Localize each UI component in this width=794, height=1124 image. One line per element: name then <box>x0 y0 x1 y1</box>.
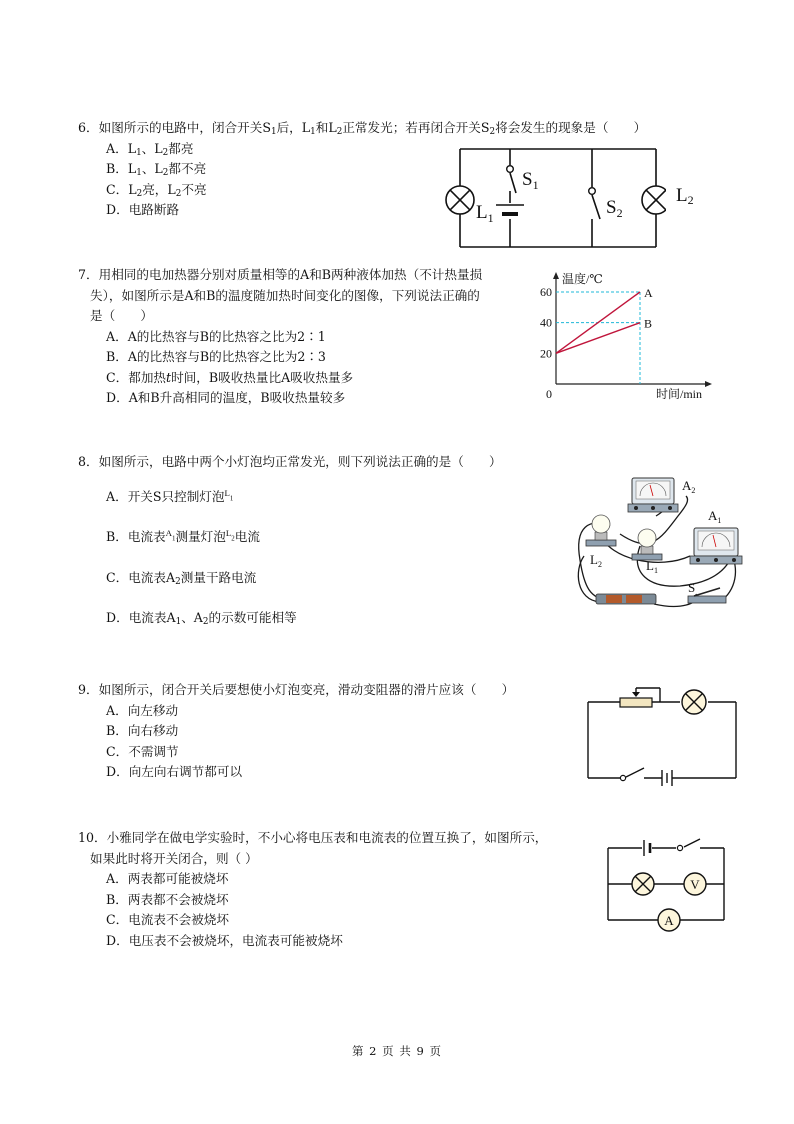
y-axis-arrow-icon <box>553 272 559 279</box>
q8-option-b: B．电流表$^A_1$测量灯泡$^L_2$电流 <box>106 527 260 544</box>
label-a2: $A_2$ <box>682 478 696 495</box>
sub-2: 2 <box>489 127 496 138</box>
q9-circuit-diagram <box>582 682 742 790</box>
lamp-icon <box>682 690 706 714</box>
q8-physical-circuit-illustration <box>570 470 744 616</box>
question-10-stem-line1: 10．小雅同学在做电学实验时，不小心将电压表和电流表的位置互换了，如图所示， <box>78 830 548 845</box>
q6-stem-part: 和L <box>315 120 337 135</box>
lamp-icon <box>632 873 654 895</box>
sub-1: 1 <box>270 127 277 138</box>
series-line-B <box>556 323 640 354</box>
ammeter-icon <box>658 909 680 931</box>
q6-circuit-diagram <box>444 143 666 251</box>
q9-option-b: B．向右移动 <box>106 723 179 738</box>
q6-option-a: A．$L_1$、$L_2$都亮 <box>106 140 194 158</box>
page-footer: 第 2 页 共 9 页 <box>352 1044 442 1058</box>
ammeter-label: A <box>664 913 674 928</box>
q7-option-c: C．都加热t时间，B吸收热量比A吸收热量多 <box>106 369 354 385</box>
question-10 <box>78 828 608 951</box>
q6-option-d: D．电路断路 <box>106 202 180 217</box>
question-9 <box>78 680 578 783</box>
s2-contact <box>589 188 596 195</box>
question-6-stem <box>78 118 718 139</box>
voltmeter-label: V <box>690 877 700 892</box>
y-tick-label: 60 <box>540 285 552 299</box>
s1-contact <box>507 166 514 173</box>
label-l1: $L_1$ <box>476 202 494 225</box>
q6-stem-part: 6．如图所示的电路中，闭合开关S <box>78 120 271 135</box>
q10-option-c: C．电流表不会被烧坏 <box>106 912 229 927</box>
rheostat-icon[interactable] <box>620 698 652 707</box>
question-7-stem-line1: 7．用相同的电加热器分别对质量相等的A和B两种液体加热（不计热量损 <box>78 267 483 282</box>
battery-pack-icon <box>596 594 656 604</box>
q9-option-a: A．向左移动 <box>106 702 179 718</box>
q7-option-a: A．A的比热容与B的比热容之比为2∶1 <box>106 328 326 344</box>
x-axis-arrow-icon <box>705 381 712 387</box>
sub-1: 1 <box>310 127 316 138</box>
x-axis-label: 时间/min <box>656 387 703 400</box>
q6-stem-part: 将会发生的现象是（ ） <box>495 120 647 135</box>
lamp-l2-icon <box>642 186 666 214</box>
q8-option-c: C．电流表$A_2$测量干路电流 <box>106 569 257 587</box>
ammeter-a1 <box>690 528 742 564</box>
q7-temperature-chart <box>532 266 722 400</box>
label-s1: $S_1$ <box>522 169 539 192</box>
bulb-l2-icon <box>586 515 616 546</box>
switch-contact <box>677 845 682 850</box>
question-7 <box>78 265 538 409</box>
y-axis-label: 温度/℃ <box>562 272 603 286</box>
bulb-l1-icon <box>632 529 662 560</box>
label-s: S <box>688 580 696 595</box>
q6-option-c: C．$L_2$亮，$L_2$不亮 <box>106 181 207 199</box>
label-l1: $L_1$ <box>646 558 658 575</box>
question-8-stem: 8．如图所示，电路中两个小灯泡均正常发光，则下列说法正确的是（ ） <box>78 454 502 469</box>
ammeter-a2 <box>628 478 678 512</box>
slider-arrow-icon <box>632 692 640 697</box>
y-tick-label: 20 <box>540 346 552 361</box>
y-tick-label: 0 <box>546 387 552 400</box>
question-7-stem-line2: 失），如图所示是A和B的温度随加热时间变化的图像，下列说法正确的 <box>90 287 480 303</box>
q8-option-a: A．开关S只控制灯泡$^L_1$ <box>106 487 234 504</box>
question-8 <box>78 452 558 629</box>
series-label-B: B <box>644 316 653 331</box>
label-l2: $L_2$ <box>676 185 694 207</box>
q7-option-b: B．A的比热容与B的比热容之比为2∶3 <box>106 349 326 364</box>
question-9-stem: 9．如图所示，闭合开关后要想使小灯泡变亮，滑动变阻器的滑片应该（ ） <box>78 682 515 697</box>
q9-option-c: C．不需调节 <box>106 743 179 759</box>
lamp-l1-icon <box>446 186 474 214</box>
switch-contact <box>620 775 625 780</box>
q10-option-d: D．电压表不会被烧坏，电流表可能被烧坏 <box>106 932 343 948</box>
q10-option-b: B．两表都不会被烧坏 <box>106 891 229 907</box>
q6-option-b: B．$L_1$、$L_2$都不亮 <box>106 161 207 179</box>
q6-stem-part: 正常发光；若再闭合开关S <box>342 120 490 135</box>
series-label-A: A <box>644 286 653 300</box>
q6-stem-part: 后，L <box>276 120 311 135</box>
sub-2: 2 <box>336 127 343 138</box>
question-7-stem-line3: 是（ ） <box>90 308 153 323</box>
voltmeter-icon <box>684 873 706 895</box>
y-tick-label: 40 <box>540 315 552 330</box>
q9-option-d: D．向左向右调节都可以 <box>106 764 243 779</box>
question-10-stem-line2: 如果此时将开关闭合，则（ ） <box>90 850 258 866</box>
q10-circuit-diagram <box>600 836 732 936</box>
label-l2: $L_2$ <box>590 552 602 569</box>
q10-option-a: A．两表都可能被烧坏 <box>106 871 229 886</box>
q7-option-d: D．A和B升高相同的温度，B吸收热量较多 <box>106 390 346 405</box>
label-a1: $A_1$ <box>708 508 722 525</box>
label-s2: $S_2$ <box>606 197 623 220</box>
q8-option-d: D．电流表$A_1$、$A_2$的示数可能相等 <box>106 610 297 628</box>
